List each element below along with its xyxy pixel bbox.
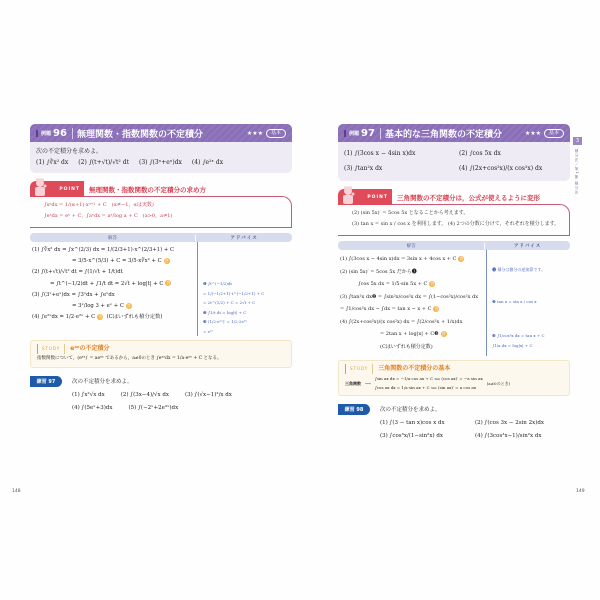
- example-number: 97: [361, 128, 381, 139]
- advice-header: アドバイス: [513, 243, 542, 249]
- practice-problem: (5) ∫(−2ˣ+2e³ˣ)dx: [128, 405, 179, 411]
- point-box: [338, 204, 570, 236]
- advice-line: ∫1/x dx = log|x| + C: [492, 343, 533, 348]
- answer-line: (4) ∫e²ˣdx = 1/2·e²ˣ + C 答 (Cはいずれも積分定数): [32, 313, 163, 321]
- advice-line: ❶ ∫t^(−1/2)dt: [203, 281, 233, 286]
- answer-column: [338, 250, 487, 356]
- study-tag: STUDY: [37, 344, 65, 354]
- teacher-figure-icon: [33, 178, 47, 196]
- point-title: 三角関数の不定積分は，公式が使えるように変形: [397, 193, 540, 202]
- answer-line: (1) ∫∛x² dx = ∫x^(2/3) dx = 1/(2/3+1)·x^(2/3+1) + C: [32, 247, 175, 253]
- solution-header: [338, 241, 570, 250]
- answer-mark-icon: 答: [441, 330, 446, 336]
- answer-line: = 2tan x + log|x| + C❸ 答: [380, 330, 446, 337]
- point-section: [338, 189, 570, 236]
- study-title: eᵃˣの不定積分: [70, 345, 110, 352]
- practice-section: [30, 376, 292, 415]
- left-page: [30, 124, 292, 415]
- answer-mark-icon: 答: [434, 305, 439, 311]
- example-title: 基本的な三角関数の不定積分: [384, 129, 502, 140]
- example-header: [30, 124, 292, 142]
- solution-header: [30, 233, 292, 242]
- example-body: [30, 142, 292, 173]
- example-body: [338, 142, 570, 181]
- problem: (4) ∫e²ˣ dx: [191, 159, 224, 166]
- practice-problem: (3) ∫(√x−1)²/x dx: [184, 392, 232, 398]
- study-box: [30, 340, 292, 368]
- point-line: (2) (sin 5x)′ = 5cos 5x となることから考えます。: [352, 210, 469, 216]
- point-line: (3) tan x = sin x / cos x を利用します。 (4) 2つの分数に分けて，それぞれを積分します。: [352, 221, 560, 227]
- point-section: [30, 181, 292, 228]
- example-tag: 例題: [36, 130, 51, 137]
- advice-column: [198, 242, 292, 336]
- answer-column: [30, 242, 198, 336]
- problem: (1) ∫(3cos x − 4sin x)dx: [344, 150, 416, 157]
- point-title: 無理関数・指数関数の不定積分の求め方: [89, 185, 206, 194]
- problem: (2) ∫cos 5x dx: [459, 150, 501, 157]
- advice-line: = 1/(−1/2+1)·t^(−1/2+1) + C: [203, 290, 265, 296]
- answer-line: (3) ∫(3ˣ+eˣ)dx = ∫3ˣdx + ∫eˣdx: [32, 291, 115, 298]
- answer-line: = 3ˣ/log 3 + eˣ + C 答: [72, 302, 131, 310]
- answer-header: 解答: [30, 235, 196, 241]
- answer-line: (Cはいずれも積分定数): [380, 343, 433, 350]
- chapter-number: 3: [573, 137, 582, 145]
- example-tag: 例題: [344, 130, 359, 137]
- study-box: [338, 360, 570, 396]
- example-number: 96: [53, 128, 73, 139]
- example-title: 無理関数・指数関数の不定積分: [76, 129, 203, 140]
- advice-column: [487, 250, 570, 356]
- page-number-left: 148: [12, 489, 21, 494]
- difficulty-stars-icon: ★★★: [524, 129, 541, 137]
- advice-header: アドバイス: [230, 235, 258, 241]
- answer-line: ∫cos 5x dx = 1/5·sin 5x + C 答: [358, 280, 435, 287]
- advice-line: ❸ ∫1/cos²x dx = tan x + C: [492, 333, 545, 338]
- problem: (2) ∫(t+√t)/√t² dt: [78, 159, 129, 166]
- practice-problem: (1) ∫(3 − tan x)cos x dx: [380, 420, 445, 426]
- solution-section: [30, 233, 292, 336]
- point-box: [30, 196, 292, 228]
- answer-mark-icon: 答: [430, 280, 435, 286]
- difficulty-stars-icon: ★★★: [246, 129, 263, 137]
- chapter-tab: [573, 137, 582, 195]
- answer-line: = ∫1/cos²x dx − ∫dx = tan x − x + C 答: [340, 305, 439, 312]
- advice-line: ❷ ∫1/t dt = log|t| + C: [203, 309, 247, 315]
- advice-line: ❸ (1/2·e²ˣ)′ = 1/2·2e²ˣ: [203, 319, 248, 324]
- arrow-right-icon: ⟶: [365, 380, 371, 386]
- problem: (1) ∫∛x² dx: [36, 159, 69, 166]
- practice-badge: 練習 97: [30, 376, 62, 387]
- study-tag: STUDY: [345, 364, 373, 374]
- answer-line: (4) ∫(2x+cos²x)/(x cos²x) dx = ∫(2/cos²x + 1/x)dx: [340, 318, 463, 325]
- study-text: 指数関数について，(eᵃˣ)′ = aeᵃˣ であるから，a≠0のとき ∫eᵃˣdx = 1/a·eᵃˣ + C となる。: [37, 356, 222, 361]
- example-problems: [36, 157, 286, 168]
- practice-problem: (1) ∫x²√x dx: [72, 392, 105, 398]
- practice-prompt: 次の不定積分を求めよ。: [72, 379, 133, 385]
- practice-problem: (2) ∫(3x−4)/√x dx: [120, 392, 169, 398]
- practice-problem: (2) ∫(cos 3x − 2sin 2x)dx: [475, 420, 544, 426]
- solution-section: [338, 241, 570, 356]
- study-condition: (a≠0のとき): [486, 380, 511, 386]
- point-line: ∫eˣdx = eˣ + C，∫aˣdx = aˣ/log a + C (a>0，a≠1): [44, 213, 173, 219]
- page-number-right: 149: [576, 489, 585, 494]
- answer-mark-icon: 答: [459, 255, 464, 261]
- practice-problem: (4) ∫(5eˣ+3)dx: [72, 405, 113, 411]
- study-label: 三角関数: [345, 380, 361, 386]
- practice-section: [338, 404, 570, 443]
- point-line: ∫xᵅdx = 1/(α+1)·xᵅ⁺¹ + C (α≠−1，αは実数): [44, 202, 154, 208]
- chapter-label: 積分法／第1節 積分法: [575, 149, 579, 195]
- study-formula: ∫sin ax dx = −1/a·cos ax + C ⟸ (cos ax)′ = −a sin ax: [374, 376, 483, 381]
- answer-line: (1) ∫(3cos x − 4sin x)dx = 3sin x + 4cos x + C 答: [340, 255, 464, 262]
- example-prompt: 次の不定積分を求めよ。: [36, 148, 103, 155]
- answer-line: (2) (sin 5x)′ = 5cos 5x だから❶: [340, 268, 417, 275]
- level-badge: 基本: [544, 129, 564, 138]
- problem: (4) ∫(2x+cos²x)/(x cos²x) dx: [459, 165, 543, 172]
- answer-line: = 3/5·x^(5/3) + C = 3/5·x∛x² + C 答: [72, 257, 169, 265]
- answer-header: 解答: [338, 243, 485, 249]
- problem: (3) ∫(3ˣ+eˣ)dx: [139, 159, 182, 166]
- answer-mark-icon: 答: [164, 257, 169, 263]
- answer-mark-icon: 答: [98, 313, 103, 319]
- practice-problem: (3) ∫cos³x/(1−sin²x) dx: [380, 433, 443, 439]
- point-badge: POINT: [338, 189, 392, 205]
- practice-problem: (4) ∫(3cos³x−1)/sin²x dx: [475, 433, 542, 439]
- point-badge: POINT: [30, 181, 84, 197]
- answer-line: (2) ∫(t+√t)/√t² dt = ∫(1/√t + 1/t)dt: [32, 269, 123, 276]
- practice-prompt: 次の不定積分を求めよ。: [380, 407, 441, 413]
- practice-badge: 練習 98: [338, 404, 370, 415]
- advice-line: = e²ˣ: [203, 328, 214, 334]
- answer-line: (3) ∫tan²x dx❷ = ∫sin²x/cos²x dx = ∫(1−cos²x)/cos²x dx: [340, 293, 479, 300]
- answer-mark-icon: 答: [126, 302, 131, 308]
- problem: (3) ∫tan²x dx: [344, 165, 383, 172]
- advice-line: ❷ tan x = sin x / cos x: [492, 299, 537, 304]
- answer-mark-icon: 答: [166, 280, 171, 286]
- level-badge: 基本: [266, 129, 286, 138]
- study-title: 三角関数の不定積分の基本: [378, 365, 451, 372]
- right-page: [338, 124, 570, 443]
- teacher-figure-icon: [341, 186, 355, 204]
- answer-line: = ∫t^(−1/2)dt + ∫1/t dt = 2√t + log|t| + C 答: [50, 280, 171, 287]
- advice-line: = 2t^(1/2) + C = 2√t + C: [203, 300, 256, 305]
- example-header: [338, 124, 570, 142]
- advice-line: ❶ 積分は微分の逆演算です。: [492, 267, 546, 272]
- study-formula: ∫cos ax dx = 1/a·sin ax + C ⟸ (sin ax)′ = a cos ax: [374, 385, 477, 390]
